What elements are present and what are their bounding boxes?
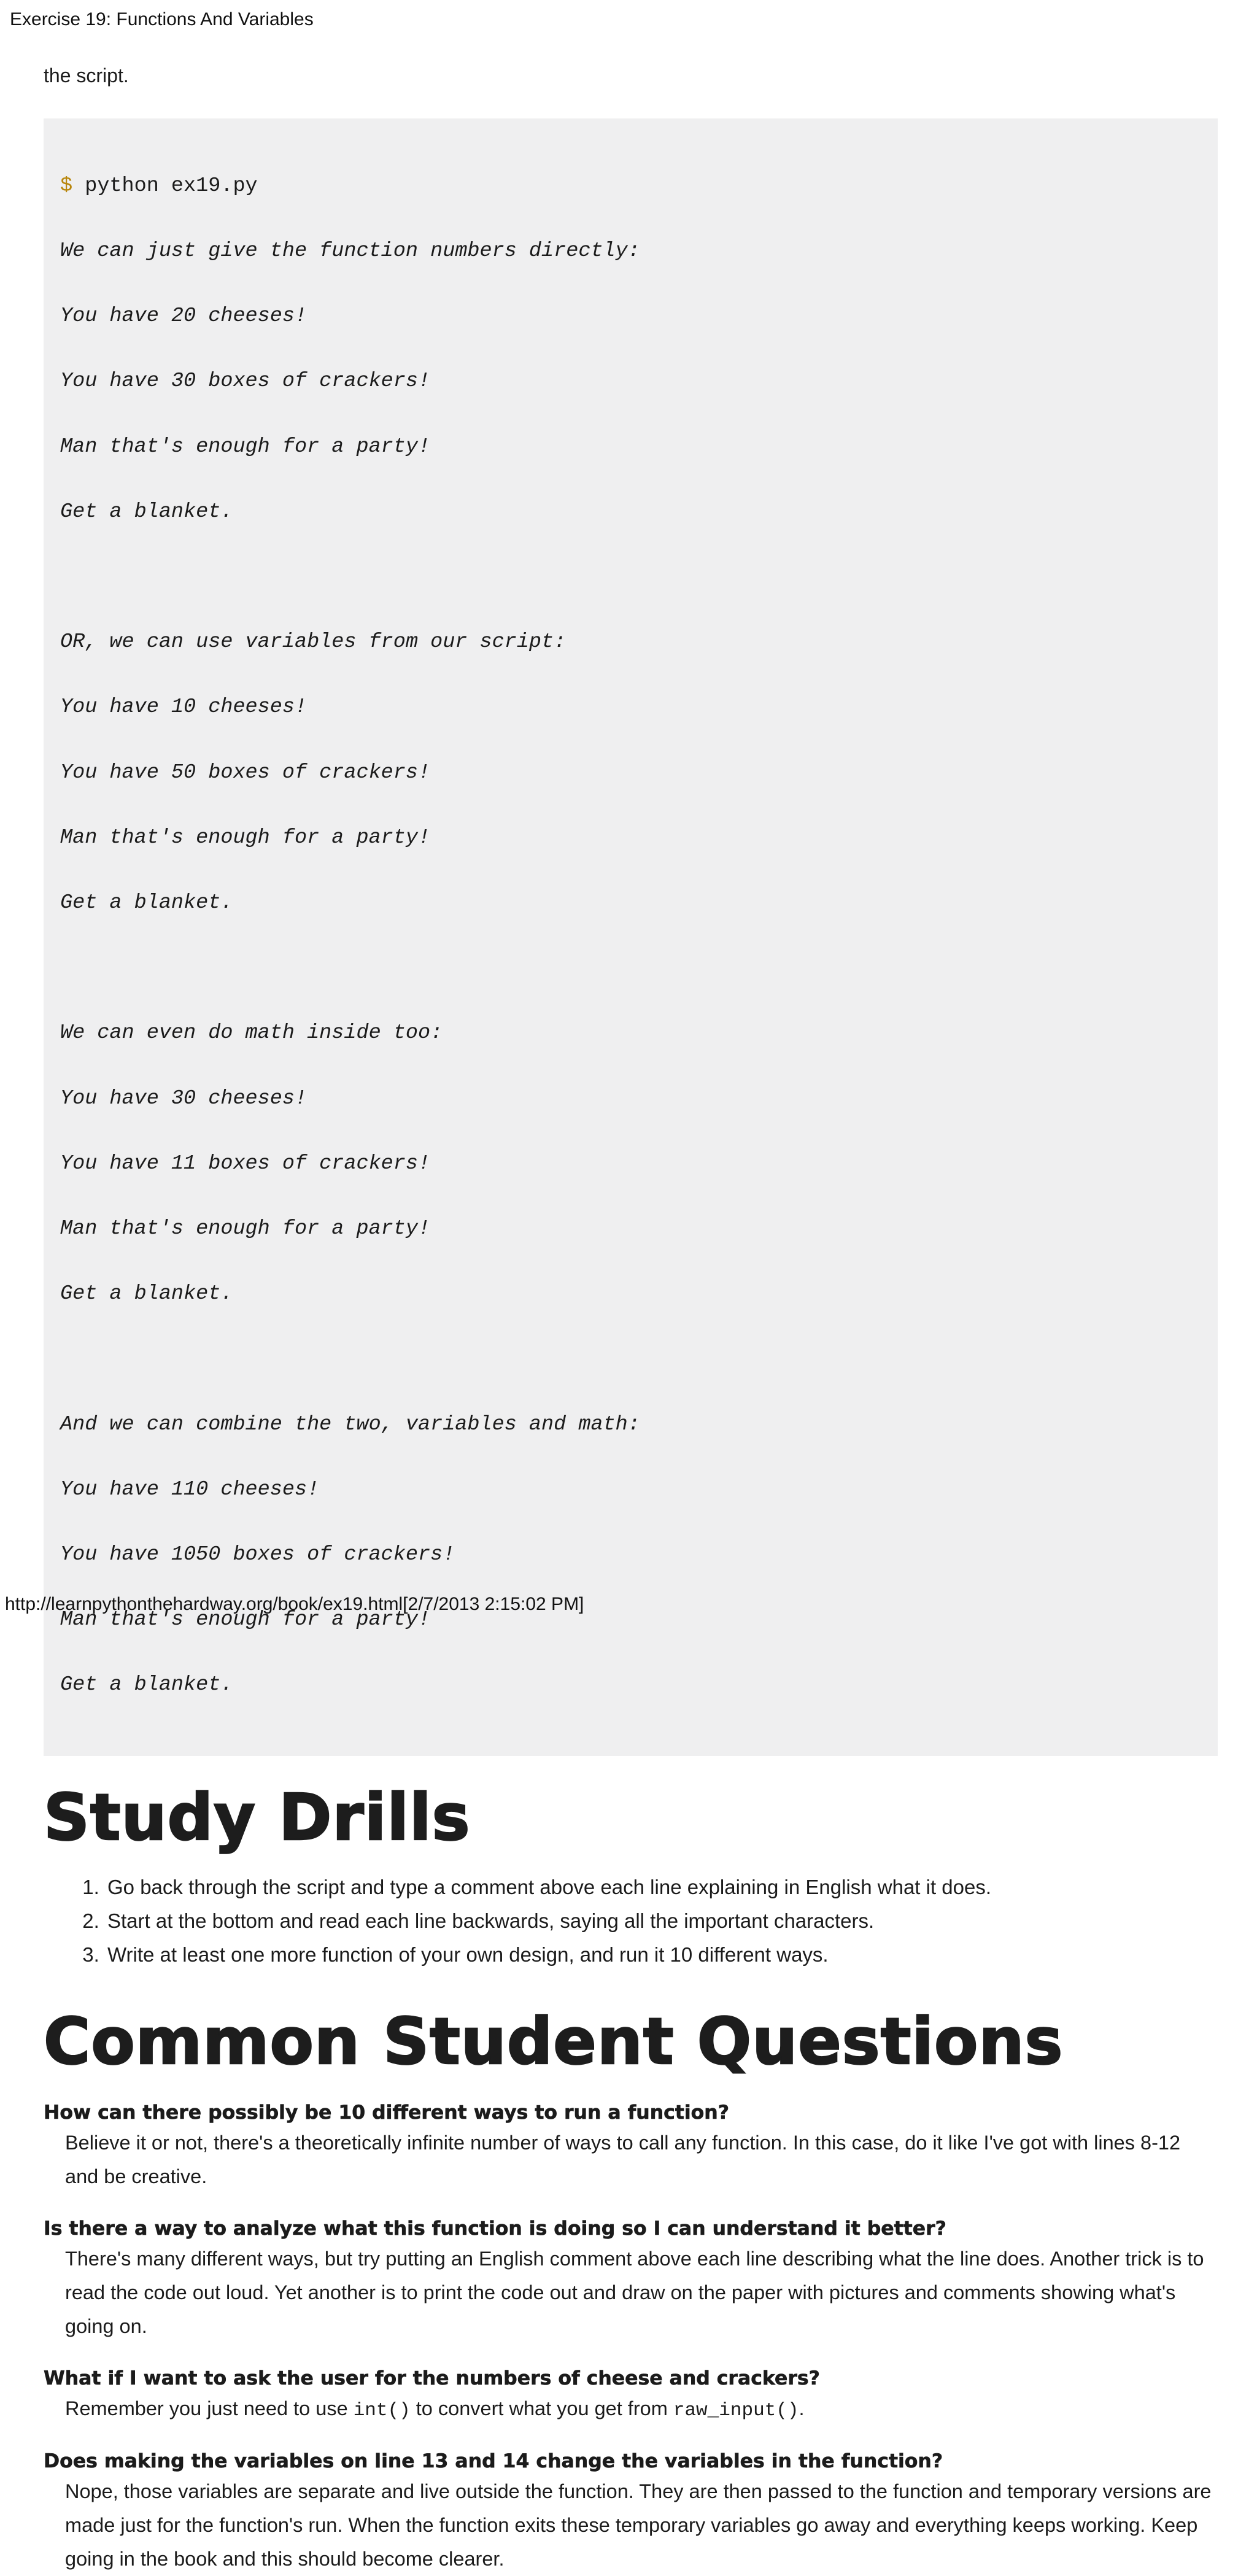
code-output-line: Get a blanket. bbox=[60, 1673, 233, 1697]
question-text: How can there possibly be 10 different ways to run a function? bbox=[44, 2101, 729, 2124]
code-output-line: We can just give the function numbers directly: bbox=[60, 239, 640, 263]
answer-text: Believe it or not, there's a theoretically infinite number of ways to call any function. In this case, do it like I've got with lines 8-12 and be creative. bbox=[65, 2131, 1181, 2187]
question-answer-block bbox=[44, 2215, 1218, 2343]
study-drill-item: 1. Go back through the script and type a comment above each line explaining in English what it does. bbox=[105, 1870, 1218, 1904]
inline-code-raw-input: raw_input() bbox=[673, 2399, 799, 2421]
code-blank-line bbox=[60, 1348, 1201, 1370]
study-drill-item: 2. Start at the bottom and read each line backwards, saying all the important characters. bbox=[105, 1904, 1218, 1938]
inline-code-int: int() bbox=[353, 2399, 411, 2421]
code-output-line: You have 20 cheeses! bbox=[60, 304, 307, 328]
code-output-line: Man that's enough for a party! bbox=[60, 1608, 431, 1632]
question-answer-block bbox=[44, 2365, 1218, 2427]
code-output-line: Man that's enough for a party! bbox=[60, 826, 431, 849]
study-drills-list bbox=[44, 1870, 1218, 1971]
shell-command: python ex19.py bbox=[72, 174, 258, 198]
code-output-line: You have 30 boxes of crackers! bbox=[60, 369, 431, 393]
code-output-line: You have 11 boxes of crackers! bbox=[60, 1151, 431, 1175]
question-text: Is there a way to analyze what this function is doing so I can understand it better? bbox=[44, 2217, 946, 2240]
question-answer-block bbox=[44, 2448, 1218, 2576]
code-output-line: Get a blanket. bbox=[60, 1282, 233, 1306]
code-output-line: You have 50 boxes of crackers! bbox=[60, 760, 431, 784]
page-content bbox=[44, 61, 1218, 2576]
code-output-line: OR, we can use variables from our script: bbox=[60, 630, 567, 654]
page-header-title: Exercise 19: Functions And Variables bbox=[10, 9, 314, 29]
answer-text-middle: to convert what you get from bbox=[410, 2397, 673, 2419]
code-output-line: Get a blanket. bbox=[60, 891, 233, 915]
code-output-line: You have 110 cheeses! bbox=[60, 1477, 320, 1501]
study-drills-heading: Study Drills bbox=[44, 1779, 471, 1855]
answer-text: Nope, those variables are separate and live outside the function. They are then passed to the function and temporary versions are made just for the function's run. When the function exits these temporary variables go away and everything keeps working. Keep going in the book and this should become clearer. bbox=[65, 2480, 1212, 2570]
page-footer-url: http://learnpythonthehardway.org/book/ex19.html[2/7/2013 2:15:02 PM] bbox=[5, 1594, 584, 1614]
question-text: Does making the variables on line 13 and 14 change the variables in the function? bbox=[44, 2450, 943, 2472]
code-blank-line bbox=[60, 957, 1201, 979]
code-blank-line bbox=[60, 567, 1201, 588]
intro-text: the script. bbox=[44, 64, 129, 87]
code-output-line: Get a blanket. bbox=[60, 500, 233, 524]
question-text: What if I want to ask the user for the numbers of cheese and crackers? bbox=[44, 2367, 820, 2389]
code-output-block bbox=[44, 118, 1218, 1756]
study-drill-item: 3. Write at least one more function of your own design, and run it 10 different ways. bbox=[105, 1938, 1218, 1971]
code-output-line: You have 30 cheeses! bbox=[60, 1086, 307, 1110]
code-output-line: We can even do math inside too: bbox=[60, 1021, 443, 1045]
shell-prompt: $ bbox=[60, 174, 73, 198]
answer-text: There's many different ways, but try putting an English comment above each line describing what the line does. Another trick is to read the code out loud. Yet another is to print the code out and draw on the paper with pictures and comments showing what's going on. bbox=[65, 2247, 1204, 2337]
question-answer-block bbox=[44, 2099, 1218, 2194]
answer-text-after: . bbox=[799, 2397, 805, 2419]
code-output-line: You have 1050 boxes of crackers! bbox=[60, 1543, 455, 1567]
answer-text-before: Remember you just need to use bbox=[65, 2397, 354, 2419]
code-output-line: Man that's enough for a party! bbox=[60, 435, 431, 458]
common-questions-heading: Common Student Questions bbox=[44, 2003, 1064, 2079]
code-output-line: You have 10 cheeses! bbox=[60, 695, 307, 719]
code-output-line: And we can combine the two, variables and math: bbox=[60, 1412, 640, 1436]
code-command-line bbox=[60, 176, 1201, 197]
answer-text bbox=[65, 2392, 1218, 2427]
code-output-line: Man that's enough for a party! bbox=[60, 1217, 431, 1241]
